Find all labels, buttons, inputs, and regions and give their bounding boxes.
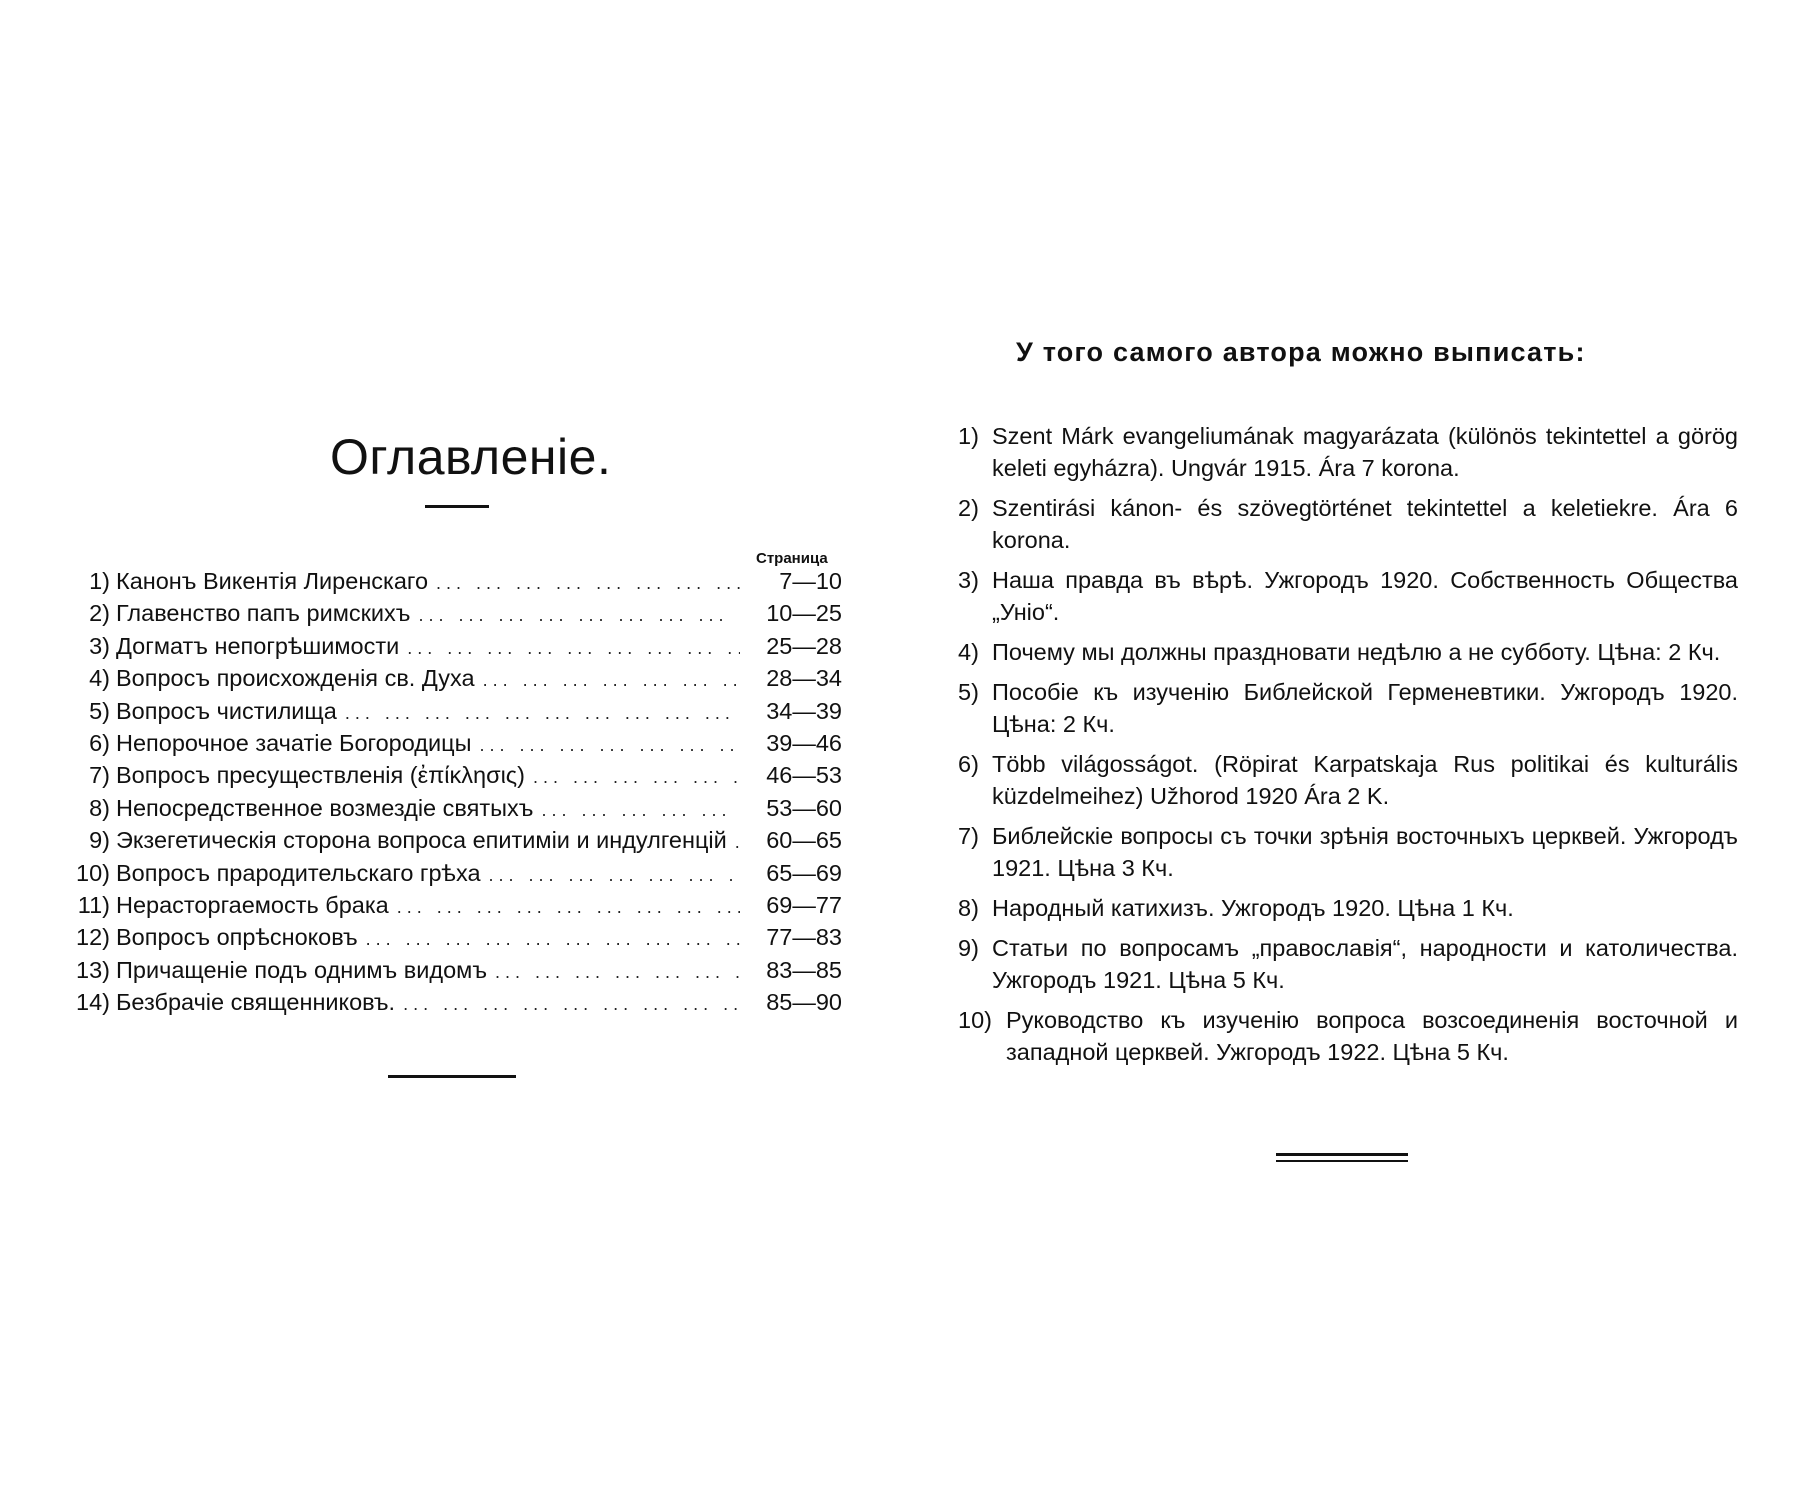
- work-entry-number: 4): [958, 639, 979, 665]
- toc-entry-title: Безбрачіе священниковъ.: [116, 989, 396, 1016]
- work-entry-number: 10): [958, 1007, 992, 1033]
- toc-entry-pages: 28—34: [766, 665, 842, 692]
- toc-entry-title: Вопросъ опрѣсноковъ: [116, 924, 358, 951]
- toc-leader-dots: [541, 794, 740, 826]
- toc-leader-dots: [418, 599, 740, 631]
- work-entry-number: 3): [958, 567, 979, 593]
- toc-entry-pages: 46—53: [766, 762, 842, 789]
- work-entry-text: Руководство къ изученію вопроса возсоединенія восточной и западной церквей. Ужгородъ 1922. Цѣна 5 Кч.: [1006, 1007, 1738, 1065]
- work-entry: [958, 892, 1738, 924]
- toc-entry: [62, 727, 842, 759]
- work-entry: [958, 676, 1738, 740]
- work-entry: [958, 420, 1738, 484]
- end-divider: [1276, 1153, 1408, 1156]
- work-entry-text: Több világosságot. (Röpirat Karpatskaja Rus politikai és kulturális küzdelmeihez) Užhorod 1920 Ára 2 K.: [992, 751, 1738, 809]
- toc-entry-number: 4): [89, 665, 110, 692]
- toc-entry-number: 7): [89, 762, 110, 789]
- toc-entry-title: Непорочное зачатіе Богородицы: [116, 729, 472, 756]
- toc-leader-dots: [345, 697, 740, 729]
- toc-entry-pages: 85—90: [766, 989, 842, 1016]
- toc-leader-dots: [489, 859, 740, 891]
- work-entry-number: 9): [958, 935, 979, 961]
- toc-entry: [62, 662, 842, 694]
- toc-entry-number: 6): [89, 729, 110, 756]
- toc-entry: [62, 597, 842, 629]
- work-entry-number: 7): [958, 823, 979, 849]
- toc-leader-dots: [407, 632, 740, 664]
- toc-leader-dots: [436, 567, 740, 599]
- work-entry-text: Szent Márk evangeliumának magyarázata (különös tekintettel a görög keleti egyházra). Ungvár 1915. Ára 7 korona.: [992, 423, 1738, 481]
- toc-entry: [62, 921, 842, 953]
- work-entry: [958, 564, 1738, 628]
- work-entry: [958, 932, 1738, 996]
- toc-entry-title: Непосредственное возмездіе святыхъ: [116, 794, 534, 821]
- end-divider-second-line: [1276, 1160, 1408, 1162]
- work-entry-text: Народный катихизъ. Ужгородъ 1920. Цѣна 1 Кч.: [992, 895, 1514, 921]
- work-entry: [958, 820, 1738, 884]
- toc-entry-title: Вопросъ чистилища: [116, 697, 337, 724]
- work-entry-text: Пособіе къ изученію Библейской Герменевтики. Ужгородъ 1920. Цѣна: 2 Кч.: [992, 679, 1738, 737]
- toc-entry: [62, 695, 842, 727]
- toc-entry-pages: 10—25: [766, 600, 842, 627]
- toc-leader-dots: [397, 891, 740, 923]
- work-entry: [958, 748, 1738, 812]
- toc-entry: [62, 630, 842, 662]
- toc-leader-dots: [479, 729, 740, 761]
- toc-entry-pages: 7—10: [779, 568, 842, 594]
- toc-leader-dots: [483, 664, 740, 696]
- toc-entry-number: 9): [89, 827, 110, 854]
- toc-entry-number: 11): [77, 891, 110, 918]
- toc-entry: [62, 857, 842, 889]
- works-list: [958, 420, 1738, 1076]
- toc-entry-number: 2): [89, 600, 110, 627]
- works-heading: У того самого автора можно выписать:: [1016, 337, 1586, 367]
- work-entry-number: 1): [958, 423, 979, 449]
- toc-entry-pages: 77—83: [766, 924, 842, 951]
- toc-entry: [62, 759, 842, 791]
- left-page: [0, 0, 900, 1500]
- toc-entry-title: Вопросъ происхожденія св. Духа: [116, 665, 475, 692]
- title-divider: [425, 505, 489, 508]
- toc-entry-number: 14): [76, 989, 110, 1016]
- toc-entry: [62, 889, 842, 921]
- toc-entry-pages: 34—39: [766, 697, 842, 724]
- toc-entry-title: Вопросъ пресуществленія (ἐπίκλησις): [116, 762, 525, 789]
- page-column-header: Страница: [756, 550, 828, 567]
- work-entry-text: Szentirási kánon- és szövegtörténet tekintettel a keletiekre. Ára 6 korona.: [992, 495, 1738, 553]
- toc-entry: [62, 824, 842, 856]
- toc-leader-dots: [366, 923, 740, 955]
- toc-entry-title: Канонъ Викентія Лиренскаго: [116, 568, 429, 594]
- toc-entry-number: 12): [76, 924, 110, 951]
- toc-entry-title: Главенство папъ римскихъ: [116, 600, 411, 627]
- work-entry-text: Почему мы должны праздновати недѣлю а не субботу. Цѣна: 2 Кч.: [992, 639, 1721, 665]
- toc-entry: [62, 954, 842, 986]
- toc-leader-dots: [495, 956, 740, 988]
- work-entry-text: Наша правда въ вѣрѣ. Ужгородъ 1920. Собственность Общества „Уніо“.: [992, 567, 1738, 625]
- work-entry-number: 6): [958, 751, 979, 777]
- toc-entry-title: Вопросъ прародительскаго грѣха: [116, 859, 481, 886]
- toc-entry-title: Экзегетическія сторона вопроса епитиміи и индулгенцій: [116, 827, 727, 854]
- toc-entry-pages: 25—28: [766, 632, 842, 659]
- toc-entry-title: Причащеніе подъ однимъ видомъ: [116, 956, 488, 983]
- work-entry-number: 8): [958, 895, 979, 921]
- toc-entry-pages: 60—65: [766, 827, 842, 854]
- work-entry-number: 5): [958, 679, 979, 705]
- right-page: [900, 0, 1812, 1500]
- toc-entry: [62, 565, 842, 597]
- work-entry-text: Статьи по вопросамъ „православія“, народности и католичества. Ужгородъ 1921. Цѣна 5 Кч.: [992, 935, 1738, 993]
- toc-entry-number: 3): [89, 632, 110, 659]
- toc-entry-title: Нерасторгаемость брака: [116, 891, 389, 918]
- toc-list: [62, 565, 842, 1018]
- work-entry-text: Библейскіе вопросы съ точки зрѣнія восточныхъ церквей. Ужгородъ 1921. Цѣна 3 Кч.: [992, 823, 1738, 881]
- toc-entry: [62, 986, 842, 1018]
- end-divider: [388, 1075, 516, 1078]
- toc-title: Оглавленіе.: [330, 429, 612, 485]
- toc-entry-pages: 65—69: [766, 859, 842, 886]
- toc-entry-number: 5): [89, 697, 110, 724]
- work-entry-number: 2): [958, 495, 979, 521]
- toc-entry: [62, 792, 842, 824]
- work-entry: [958, 1004, 1738, 1068]
- toc-entry-pages: 69—77: [766, 891, 842, 918]
- work-entry: [958, 492, 1738, 556]
- toc-entry-number: 8): [89, 794, 110, 821]
- toc-leader-dots: [403, 988, 740, 1020]
- toc-entry-number: 10): [76, 859, 110, 886]
- toc-entry-pages: 53—60: [766, 794, 842, 821]
- toc-entry-pages: 39—46: [766, 729, 842, 756]
- toc-leader-dots: [533, 761, 740, 793]
- toc-entry-number: 1): [89, 568, 110, 594]
- work-entry: [958, 636, 1738, 668]
- toc-entry-number: 13): [76, 956, 110, 983]
- toc-entry-title: Догматъ непогрѣшимости: [116, 632, 400, 659]
- toc-entry-pages: 83—85: [766, 956, 842, 983]
